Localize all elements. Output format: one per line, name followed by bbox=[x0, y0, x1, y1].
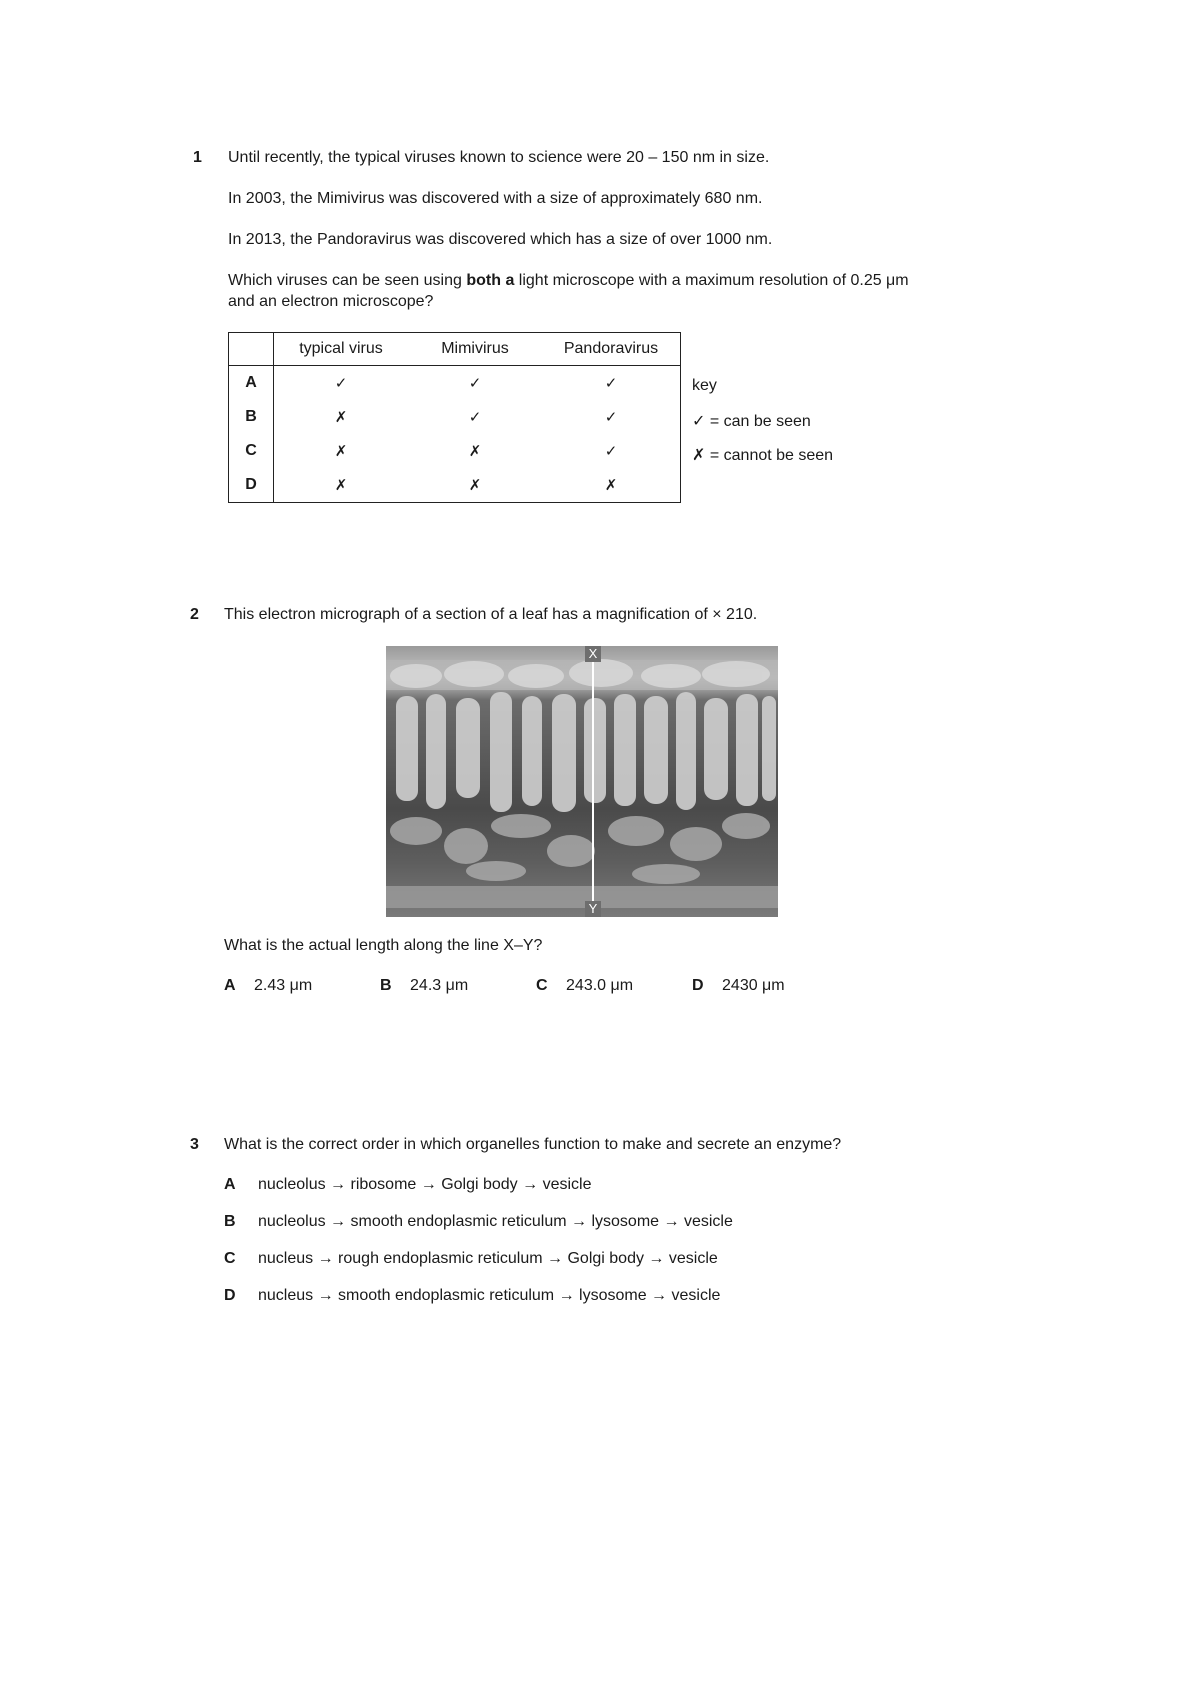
option-label: A bbox=[224, 977, 236, 994]
table-header-pandoravirus: Pandoravirus bbox=[542, 333, 681, 366]
key-tick: ✓ = can be seen bbox=[692, 413, 811, 430]
table-cell: ✓ bbox=[542, 366, 681, 401]
option-text: 24.3 μm bbox=[410, 977, 469, 994]
question-3-number: 3 bbox=[190, 1136, 199, 1153]
table-cell: ✓ bbox=[542, 434, 681, 468]
table-row bbox=[229, 400, 681, 434]
question-1-line-3: In 2013, the Pandoravirus was discovered which has a size of over 1000 nm. bbox=[228, 231, 773, 248]
option-label: B bbox=[380, 977, 392, 994]
question-2-option-b bbox=[380, 977, 468, 995]
question-2-prompt: What is the actual length along the line X–Y? bbox=[224, 937, 543, 954]
table-cell: ✓ bbox=[334, 374, 348, 392]
table-row bbox=[229, 434, 681, 468]
table-cell: ✓ bbox=[468, 408, 482, 426]
micrograph-label-y: Y bbox=[588, 901, 598, 916]
question-3-option-a bbox=[224, 1176, 591, 1194]
table-cell: ✗ bbox=[274, 468, 409, 503]
question-2-option-a bbox=[224, 977, 312, 995]
leaf-micrograph bbox=[386, 646, 778, 917]
option-text: nucleolus → smooth endoplasmic reticulum → lysosome → vesicle bbox=[258, 1213, 733, 1230]
question-3-option-d bbox=[224, 1287, 720, 1305]
question-1-prompt bbox=[228, 272, 909, 290]
option-label: B bbox=[224, 1213, 236, 1230]
table-corner-cell bbox=[229, 333, 274, 366]
option-label: D bbox=[692, 977, 704, 994]
question-1-line-1: Until recently, the typical viruses known to science were 20 – 150 nm in size. bbox=[228, 149, 770, 166]
table-row-label: C bbox=[229, 434, 274, 468]
micrograph-label-x: X bbox=[588, 646, 598, 661]
question-2-text: This electron micrograph of a section of a leaf has a magnification of × 210. bbox=[224, 606, 758, 623]
table-header-row bbox=[229, 333, 681, 366]
option-text: 2.43 μm bbox=[254, 977, 313, 994]
key-title: key bbox=[692, 377, 717, 394]
option-text: 2430 μm bbox=[722, 977, 785, 994]
option-text: nucleus → smooth endoplasmic reticulum → lysosome → vesicle bbox=[258, 1287, 721, 1304]
question-1-prompt-line-2: and an electron microscope? bbox=[228, 293, 434, 310]
key-cross: ✗ = cannot be seen bbox=[692, 447, 834, 464]
question-3-option-c bbox=[224, 1250, 718, 1268]
question-2-number: 2 bbox=[190, 606, 199, 623]
question-1-number: 1 bbox=[193, 149, 202, 166]
leaf-micrograph-image bbox=[386, 646, 778, 917]
table-row-label: A bbox=[229, 366, 274, 401]
option-label: C bbox=[536, 977, 548, 994]
option-text: nucleolus → ribosome → Golgi body → vesicle bbox=[258, 1176, 592, 1193]
table-row bbox=[229, 366, 681, 401]
question-3-prompt: What is the correct order in which organelles function to make and secrete an enzyme? bbox=[224, 1136, 842, 1153]
table-cell: ✓ bbox=[542, 400, 681, 434]
table-header-typical-virus: typical virus bbox=[274, 333, 409, 366]
table-header-mimivirus: Mimivirus bbox=[408, 333, 542, 366]
option-label: D bbox=[224, 1287, 236, 1304]
question-2-option-d bbox=[692, 977, 785, 995]
table-cell: ✗ bbox=[334, 442, 348, 460]
question-1-prompt-bold: both a bbox=[466, 272, 515, 289]
virus-visibility-table bbox=[228, 332, 681, 503]
option-text: 243.0 μm bbox=[566, 977, 634, 994]
table-row-label: D bbox=[229, 468, 274, 503]
table-cell: ✗ bbox=[408, 468, 542, 503]
table-cell: ✗ bbox=[334, 408, 348, 426]
table-row bbox=[229, 468, 681, 503]
question-1-line-2: In 2003, the Mimivirus was discovered with a size of approximately 680 nm. bbox=[228, 190, 763, 207]
table-cell: ✓ bbox=[468, 374, 482, 392]
table-cell: ✗ bbox=[542, 468, 681, 503]
question-1-prompt-post: light microscope with a maximum resolution of 0.25 μm bbox=[514, 272, 909, 289]
table-row-label: B bbox=[229, 400, 274, 434]
option-label: A bbox=[224, 1176, 236, 1193]
question-1-prompt-pre: Which viruses can be seen using bbox=[228, 272, 467, 289]
table-cell: ✗ bbox=[468, 442, 482, 460]
question-3-option-b bbox=[224, 1213, 733, 1231]
option-text: nucleus → rough endoplasmic reticulum → Golgi body → vesicle bbox=[258, 1250, 718, 1267]
question-2-option-c bbox=[536, 977, 633, 995]
option-label: C bbox=[224, 1250, 236, 1267]
